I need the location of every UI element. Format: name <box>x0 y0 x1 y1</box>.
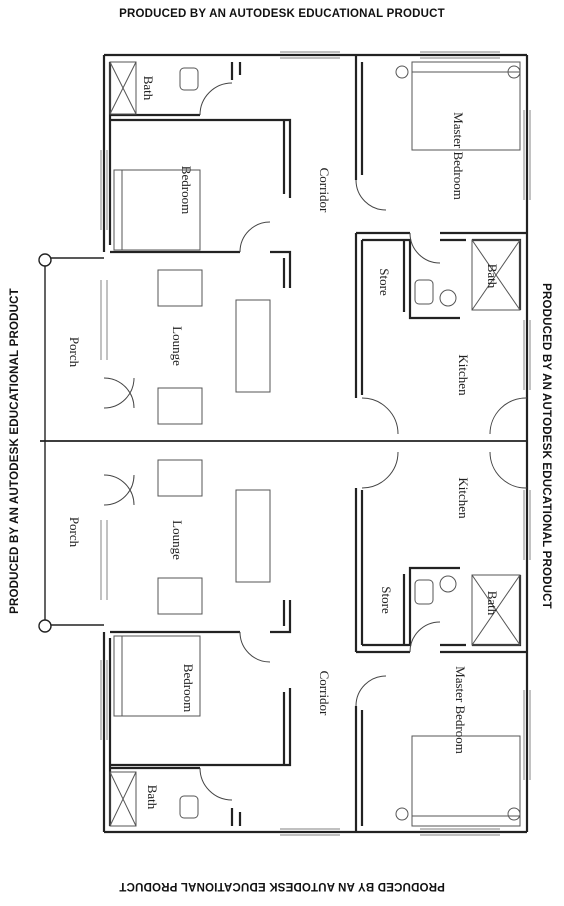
upper-bed-headboard <box>114 170 122 250</box>
lower-store-wall <box>356 488 460 652</box>
upper-wc <box>180 68 198 90</box>
door-lower-bath <box>200 768 232 800</box>
lower-armchair-1 <box>158 460 202 496</box>
lower-wc <box>180 796 198 818</box>
lower-bedroom-top <box>110 600 290 632</box>
label-lower-bath-master: Bath <box>485 590 500 616</box>
door-lower-master <box>356 676 386 706</box>
label-lower-store: Store <box>379 586 394 614</box>
lower-bath-master <box>440 575 520 645</box>
upper-bath-wall <box>110 62 240 115</box>
upper-bath-master <box>440 240 520 310</box>
label-upper-bedroom: Bedroom <box>179 165 194 215</box>
label-lower-porch: Porch <box>67 516 82 548</box>
lower-bath-wall <box>110 768 240 826</box>
door-lower-kitchen <box>362 452 398 488</box>
upper-master-wc <box>415 280 433 304</box>
upper-master-bed <box>412 62 520 150</box>
window-left-3 <box>101 520 107 600</box>
door-lower-back <box>490 452 527 488</box>
label-lower-corridor: Corridor <box>317 670 332 716</box>
door-upper-back <box>490 398 527 434</box>
label-upper-corridor: Corridor <box>317 167 332 213</box>
door-lower-store <box>410 622 440 652</box>
upper-nightstand-1 <box>396 66 408 78</box>
watermark-right: PRODUCED BY AN AUTODESK EDUCATIONAL PRODUCT <box>540 283 552 609</box>
label-lower-lounge: Lounge <box>170 520 185 560</box>
window-left-2 <box>101 280 107 360</box>
label-lower-master-bedroom: Master Bedroom <box>453 666 468 754</box>
upper-sofa <box>236 300 270 392</box>
label-lower-kitchen: Kitchen <box>456 477 471 519</box>
lower-shower-cross <box>110 772 136 826</box>
watermark-bottom: PRODUCED BY AN AUTODESK EDUCATIONAL PRODUCT <box>119 880 445 892</box>
lower-master-wc <box>415 580 433 604</box>
upper-armchair-2 <box>158 388 202 424</box>
label-lower-bath: Bath <box>145 784 160 810</box>
lower-master-left <box>356 706 362 832</box>
watermark-left: PRODUCED BY AN AUTODESK EDUCATIONAL PRODUCT <box>9 288 21 614</box>
door-upper-bedroom <box>240 222 270 252</box>
upper-master-left <box>356 55 362 180</box>
lower-basin <box>440 576 456 592</box>
upper-basin <box>440 290 456 306</box>
lower-nightstand-1 <box>396 808 408 820</box>
lower-armchair-2 <box>158 578 202 614</box>
label-upper-store: Store <box>377 268 392 296</box>
label-upper-porch: Porch <box>67 336 82 368</box>
door-upper-master <box>356 180 386 210</box>
door-lower-bedroom <box>240 632 270 662</box>
lower-master-headboard <box>412 816 520 826</box>
porch-column-upper <box>39 254 51 266</box>
label-upper-kitchen: Kitchen <box>456 354 471 396</box>
upper-master-headboard <box>412 62 520 72</box>
upper-armchair-1 <box>158 270 202 306</box>
porch-column-lower <box>39 620 51 632</box>
lower-bed-headboard <box>114 636 122 716</box>
label-upper-bath-master: Bath <box>485 263 500 289</box>
label-upper-master-bedroom: Master Bedroom <box>451 112 466 200</box>
watermark-top: PRODUCED BY AN AUTODESK EDUCATIONAL PRODUCT <box>119 8 445 20</box>
label-upper-lounge: Lounge <box>170 326 185 366</box>
lower-sofa <box>236 490 270 582</box>
door-upper-store <box>410 233 440 263</box>
label-upper-bath: Bath <box>141 75 156 101</box>
label-lower-bedroom: Bedroom <box>181 663 196 713</box>
upper-store-wall <box>356 233 460 398</box>
upper-shower-cross <box>110 62 136 114</box>
door-upper-kitchen <box>362 398 398 434</box>
lower-nightstand-2 <box>508 808 520 820</box>
door-upper-bath <box>200 83 232 115</box>
